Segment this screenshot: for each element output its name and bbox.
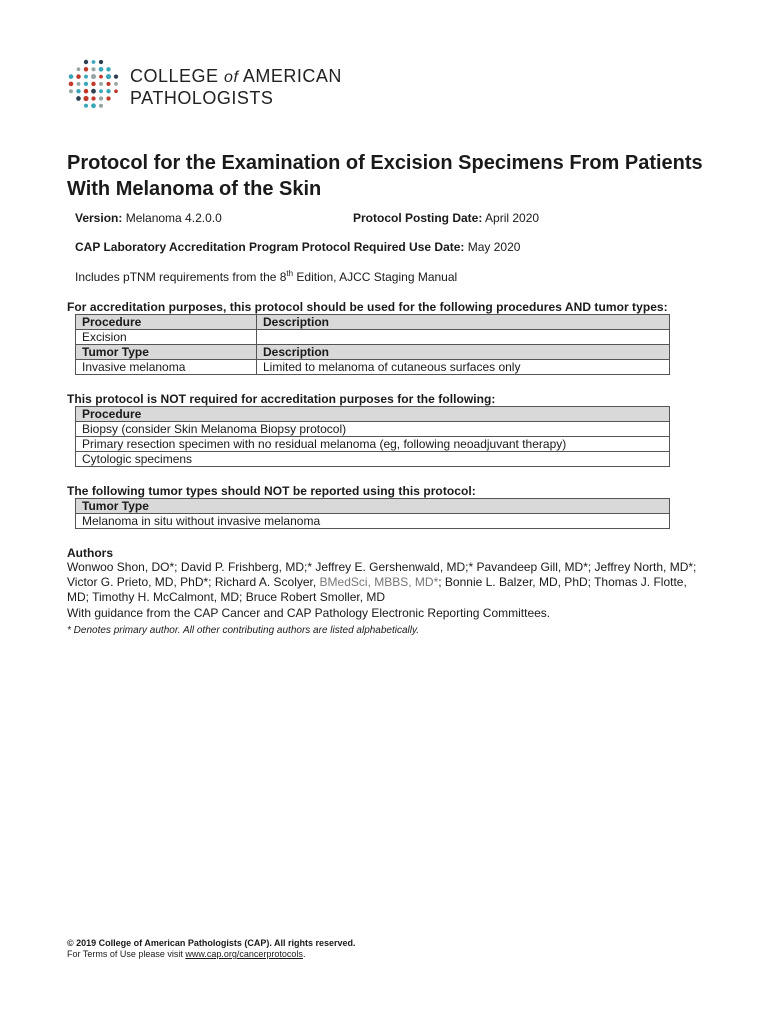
logo-dot	[106, 67, 110, 71]
required-use-line: CAP Laboratory Accreditation Program Protocol Required Use Date: May 2020	[75, 240, 521, 254]
tumor-type-header: Tumor Type	[76, 499, 670, 514]
table-row	[76, 422, 670, 437]
logo-dot	[91, 103, 96, 108]
guidance-text: With guidance from the CAP Cancer and CAP Pathology Electronic Reporting Committees.	[67, 606, 551, 620]
terms-of-use-line: For Terms of Use please visit www.cap.org/cancerprotocols.	[67, 949, 306, 959]
logo-dot	[83, 96, 88, 101]
logo-dot	[92, 60, 96, 64]
logo-dot	[99, 104, 103, 108]
logo-dot	[84, 82, 88, 86]
logo-dot	[84, 104, 88, 108]
document-title: Protocol for the Examination of Excision Specimens From Patients With Melanoma of the Skin	[67, 152, 703, 200]
procedure-header: Procedure	[76, 315, 257, 330]
logo-dot	[77, 82, 81, 86]
description-header: Description	[257, 315, 670, 330]
procedure-cell: Excision	[76, 330, 257, 345]
authors-list: Wonwoo Shon, DO*; David P. Frishberg, MD;* Jeffrey E. Gershenwald, MD;* Pavandeep Gill, MD*; Jeffrey North, MD*; Victor G. Prieto, MD, PhD*; Richard A. Scolyer, BMedSci, MBBS, MD*; Bonnie L. Balzer, MD, PhD; Thomas J. Flotte, MD; Timothy H. McCalmont, MD; Bruce Robert Smoller, MD	[67, 560, 697, 604]
logo-dot	[99, 67, 104, 72]
logo-dot	[99, 75, 103, 79]
logo-dot	[69, 89, 73, 93]
not-required-heading: This protocol is NOT required for accreditation purposes for the following:	[67, 392, 496, 406]
table-cell: Primary resection specimen with no residual melanoma (eg, following neoadjuvant therapy)	[76, 437, 670, 452]
table-cell: Melanoma in situ without invasive melanoma	[76, 514, 670, 529]
not-required-table	[75, 406, 670, 467]
table-header-row	[76, 499, 670, 514]
logo-dot	[77, 67, 81, 71]
terms-of-use-link[interactable]: www.cap.org/cancerprotocols	[185, 949, 303, 959]
table-row	[76, 514, 670, 529]
logo-dot	[84, 60, 88, 64]
not-reported-table	[75, 498, 670, 529]
logo-dot	[106, 89, 110, 93]
authors-heading: Authors	[67, 546, 113, 560]
copyright-text: © 2019 College of American Pathologists (CAP). All rights reserved.	[67, 938, 356, 948]
logo-dot	[84, 67, 89, 72]
logo-wordmark: COLLEGE of AMERICAN PATHOLOGISTS	[130, 66, 342, 108]
version-line: Version: Melanoma 4.2.0.0	[75, 211, 222, 225]
logo-dot	[91, 82, 95, 86]
logo-dot	[99, 60, 103, 64]
logo-dot	[106, 82, 110, 86]
tumor-description-cell: Limited to melanoma of cutaneous surfaces only	[257, 360, 670, 375]
table-cell: Cytologic specimens	[76, 452, 670, 467]
table-header-row	[76, 315, 670, 330]
logo-dot	[76, 89, 80, 93]
logo-dot	[91, 74, 96, 79]
primary-author-note: * Denotes primary author. All other contributing authors are listed alphabetically.	[67, 625, 420, 636]
logo-dot	[114, 74, 118, 78]
logo-dot	[91, 89, 96, 94]
logo-dot	[99, 96, 103, 100]
logo-dot	[76, 96, 81, 101]
ptnm-line: Includes pTNM requirements from the 8th Edition, AJCC Staging Manual	[75, 269, 458, 284]
logo-dot	[99, 89, 103, 93]
table-row	[76, 452, 670, 467]
accreditation-heading: For accreditation purposes, this protocol should be used for the following procedures AND tumor types:	[67, 300, 668, 314]
logo-dot	[84, 89, 89, 94]
logo-dot	[91, 96, 95, 100]
accreditation-table	[75, 314, 670, 375]
page-footer	[67, 938, 356, 960]
logo-dot	[76, 74, 80, 78]
logo-dot	[114, 82, 118, 86]
cap-logo	[66, 58, 366, 110]
posting-date-line: Protocol Posting Date: April 2020	[353, 211, 540, 225]
procedure-header: Procedure	[76, 407, 670, 422]
logo-dot	[69, 82, 74, 87]
table-row	[76, 437, 670, 452]
procedure-description-cell	[257, 330, 670, 345]
logo-dot	[69, 74, 74, 79]
logo-dot	[114, 89, 118, 93]
tumor-type-header: Tumor Type	[76, 345, 257, 360]
not-reported-heading: The following tumor types should NOT be reported using this protocol:	[67, 484, 476, 498]
logo-dot	[106, 74, 111, 79]
table-header-row	[76, 407, 670, 422]
logo-dot	[99, 82, 103, 86]
tumor-type-cell: Invasive melanoma	[76, 360, 257, 375]
tumor-description-header: Description	[257, 345, 670, 360]
table-row	[76, 330, 670, 345]
logo-dot	[84, 75, 88, 79]
table-cell: Biopsy (consider Skin Melanoma Biopsy protocol)	[76, 422, 670, 437]
logo-dot	[106, 96, 110, 100]
logo-dot	[91, 67, 95, 71]
table-header-row	[76, 345, 670, 360]
table-row	[76, 360, 670, 375]
cap-dots-logo-icon	[66, 58, 122, 110]
